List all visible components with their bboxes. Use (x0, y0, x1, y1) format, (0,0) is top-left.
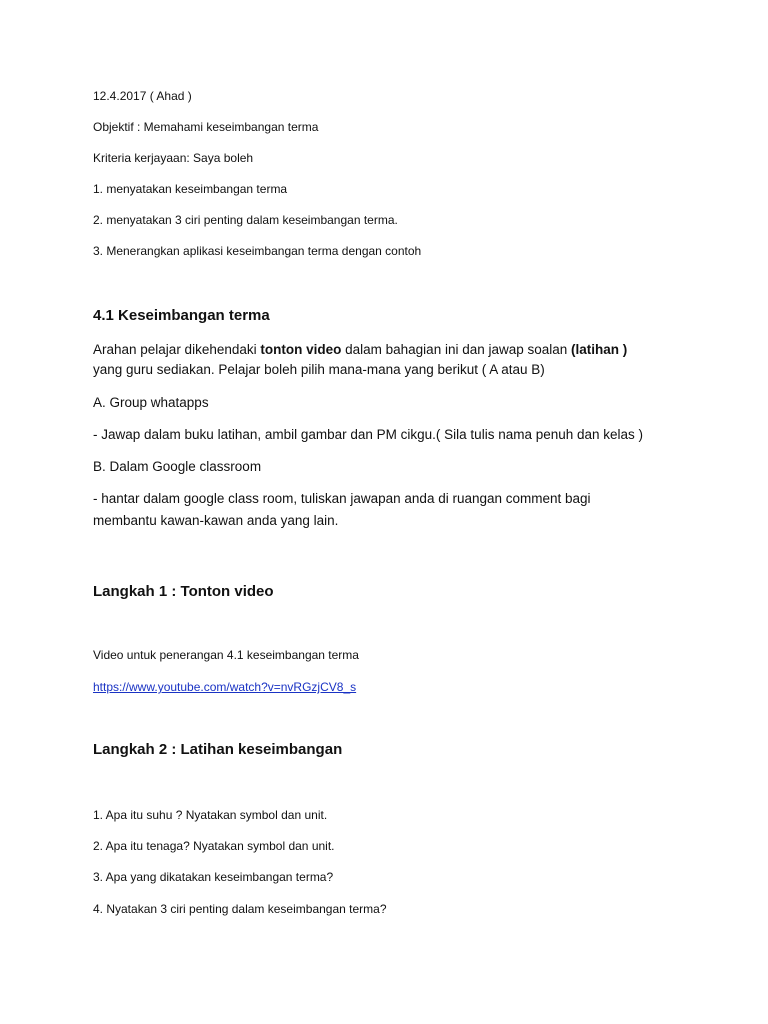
option-b-detail-line-2: membantu kawan-kawan anda yang lain. (93, 513, 339, 528)
option-b-detail-line-1: - hantar dalam google class room, tuliskan jawapan anda di ruangan comment bagi (93, 491, 591, 506)
video-caption: Video untuk penerangan 4.1 keseimbangan terma (93, 648, 359, 662)
video-link[interactable]: https://www.youtube.com/watch?v=nvRGzjCV8_s (93, 680, 357, 694)
objective-line: Objektif : Memahami keseimbangan terma (93, 120, 319, 134)
criteria-item-1: 1. menyatakan keseimbangan terma (93, 182, 288, 196)
intro-bold-exercise: (latihan ) (571, 342, 628, 357)
question-3: 3. Apa yang dikatakan keseimbangan terma? (93, 870, 334, 884)
criteria-item-2: 2. menyatakan 3 ciri penting dalam keseimbangan terma. (93, 213, 398, 227)
question-1: 1. Apa itu suhu ? Nyatakan symbol dan unit. (93, 808, 328, 822)
intro-text-1: Arahan pelajar dikehendaki (93, 342, 261, 357)
option-a-detail: - Jawap dalam buku latihan, ambil gambar dan PM cikgu.( Sila tulis nama penuh dan kelas ) (93, 427, 644, 442)
step1-heading: Langkah 1 : Tonton video (93, 583, 274, 600)
option-b: B. Dalam Google classroom (93, 459, 262, 474)
question-2: 2. Apa itu tenaga? Nyatakan symbol dan unit. (93, 839, 335, 853)
option-a: A. Group whatapps (93, 395, 209, 410)
intro-text-2: dalam bahagian ini dan jawap soalan (341, 342, 572, 357)
step2-heading: Langkah 2 : Latihan keseimbangan (93, 741, 343, 758)
intro-bold-watch-video: tonton video (260, 342, 342, 357)
intro-line-1 (93, 339, 627, 361)
date-line: 12.4.2017 ( Ahad ) (93, 89, 192, 103)
section-heading: 4.1 Keseimbangan terma (93, 307, 270, 324)
question-4: 4. Nyatakan 3 ciri penting dalam keseimbangan terma? (93, 902, 387, 916)
criteria-label: Kriteria kerjayaan: Saya boleh (93, 151, 254, 165)
intro-line-2: yang guru sediakan. Pelajar boleh pilih mana-mana yang berikut ( A atau B) (93, 362, 545, 377)
criteria-item-3: 3. Menerangkan aplikasi keseimbangan terma dengan contoh (93, 244, 422, 258)
